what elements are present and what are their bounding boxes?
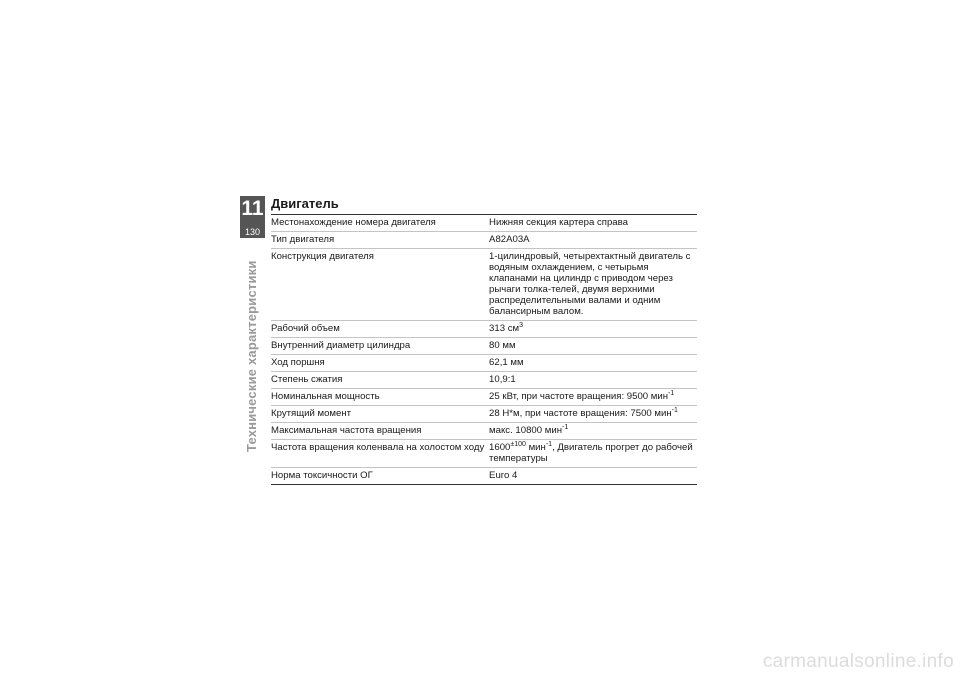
table-row bbox=[271, 355, 697, 372]
param-cell: Местонахождение номера двигателя bbox=[271, 217, 436, 228]
chapter-side-label: Технические характеристики bbox=[244, 260, 259, 452]
value-cell: 80 мм bbox=[489, 338, 697, 355]
table-row bbox=[271, 321, 697, 338]
param-cell: Рабочий объем bbox=[271, 321, 489, 338]
value-text: 313 см bbox=[489, 323, 520, 334]
table-row bbox=[271, 440, 697, 468]
param-cell: Максимальная частота вращения bbox=[271, 423, 489, 440]
table-row bbox=[271, 372, 697, 389]
value-superscript: -1 bbox=[668, 390, 675, 397]
value-cell bbox=[489, 406, 697, 423]
value-cell: 1-цилиндровый, четырехтактный двигатель с водяным охлаждением, с четырьмя клапанами на цилиндр с приводом через рычаги толка-телей, двумя верхними распределительными валами и одним балансирным валом. bbox=[489, 249, 697, 321]
value-text: мин bbox=[525, 442, 546, 453]
value-cell bbox=[489, 440, 697, 468]
value-cell: 10,9:1 bbox=[489, 372, 697, 389]
table-row bbox=[271, 338, 697, 355]
table-row bbox=[271, 249, 697, 321]
value-text: , Двигатель прогрет до рабочей температуры bbox=[489, 442, 693, 464]
value-text: 28 Н*м, при частоте вращения: 7500 мин bbox=[489, 408, 672, 419]
param-cell: Частота вращения коленвала на холостом ходу bbox=[271, 440, 489, 468]
value-text: 25 кВт, при частоте вращения: 9500 мин bbox=[489, 391, 669, 402]
engine-spec-table bbox=[271, 214, 697, 485]
table-row bbox=[271, 389, 697, 406]
table-row bbox=[271, 232, 697, 249]
value-cell: A82A03A bbox=[489, 232, 697, 249]
value-superscript: -1 bbox=[562, 424, 569, 431]
value-superscript: ±100 bbox=[510, 441, 526, 448]
param-cell: Номинальная мощность bbox=[271, 389, 489, 406]
param-cell: Внутренний диаметр цилиндра bbox=[271, 338, 489, 355]
param-cell: Тип двигателя bbox=[271, 232, 489, 249]
table-row bbox=[271, 406, 697, 423]
chapter-number: 11 bbox=[241, 197, 264, 220]
value-superscript: -1 bbox=[671, 407, 678, 414]
value-cell: Нижняя секция картера справа bbox=[489, 217, 628, 228]
section-title: Двигатель bbox=[271, 196, 339, 211]
param-cell: Норма токсичности ОГ bbox=[271, 468, 489, 485]
value-superscript: -1 bbox=[545, 441, 553, 448]
param-cell: Ход поршня bbox=[271, 355, 489, 372]
value-text: макс. 10800 мин bbox=[489, 425, 563, 436]
table-row bbox=[271, 423, 697, 440]
table-row bbox=[271, 468, 697, 485]
value-cell: Euro 4 bbox=[489, 468, 697, 485]
watermark: carmanualsonline.info bbox=[762, 651, 954, 672]
page-number: 130 bbox=[244, 227, 261, 237]
value-text: 1600 bbox=[489, 442, 511, 453]
value-cell bbox=[489, 423, 697, 440]
param-cell: Степень сжатия bbox=[271, 372, 489, 389]
table-row bbox=[271, 215, 697, 232]
value-superscript: 3 bbox=[519, 322, 524, 329]
param-cell: Крутящий момент bbox=[271, 406, 489, 423]
param-cell: Конструкция двигателя bbox=[271, 249, 489, 321]
value-cell bbox=[489, 389, 697, 406]
value-cell bbox=[489, 321, 697, 338]
value-cell: 62,1 мм bbox=[489, 355, 697, 372]
